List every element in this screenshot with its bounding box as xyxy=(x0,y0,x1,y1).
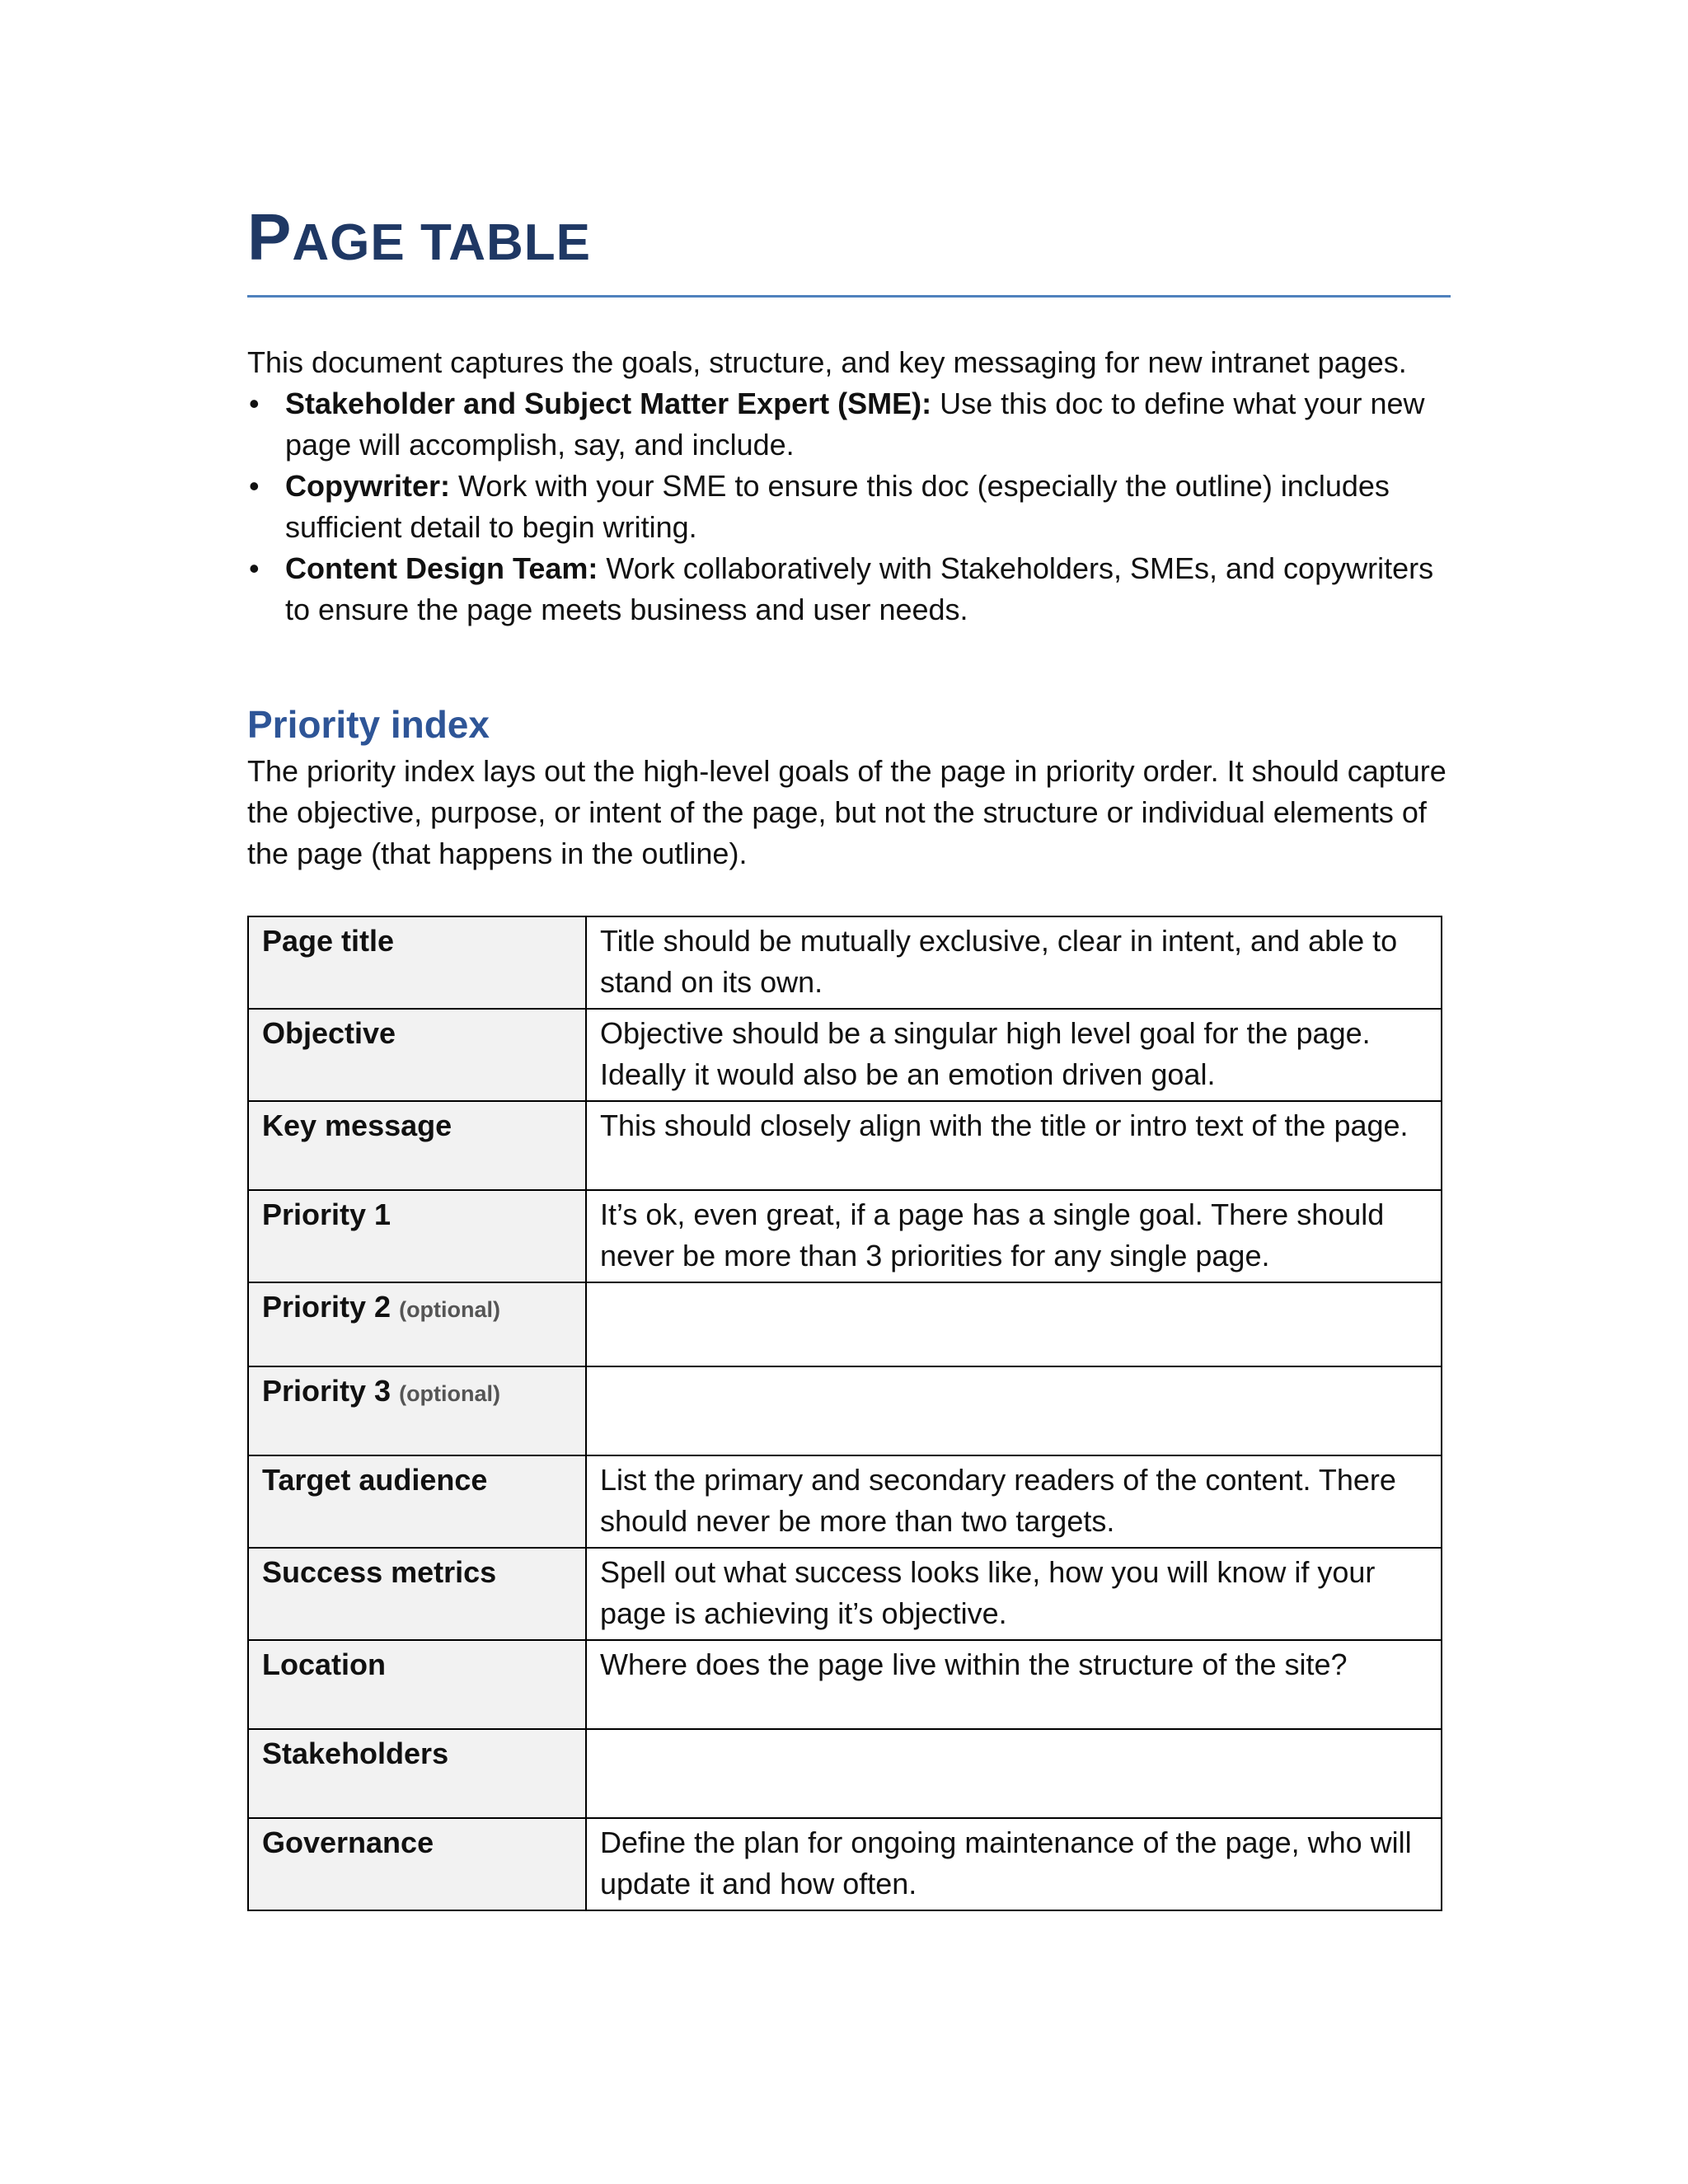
bullet-term: Copywriter: xyxy=(285,469,451,503)
row-label-cell xyxy=(248,1009,586,1101)
priority-index-heading: Priority index xyxy=(247,703,490,746)
bullet-item-content-design xyxy=(247,548,1451,630)
row-value-cell xyxy=(586,1366,1442,1455)
row-value: Title should be mutually exclusive, clear in intent, and able to stand on its own. xyxy=(600,924,1398,999)
priority-index-description: The priority index lays out the high-level goals of the page in priority order. It should capture the objective, purpose, or intent of the page, but not the structure or individual elements of the page (that happens in the outline). xyxy=(247,754,1447,870)
bullet-icon: • xyxy=(249,551,260,585)
row-value: Objective should be a singular high level goal for the page. Ideally it would also be an emotion driven goal. xyxy=(600,1016,1371,1091)
optional-note: (optional) xyxy=(399,1297,501,1322)
document-page xyxy=(247,200,1451,1911)
row-label-cell xyxy=(248,1729,586,1818)
row-label-cell xyxy=(248,1818,586,1910)
bullet-term: Stakeholder and Subject Matter Expert (SME): xyxy=(285,387,932,420)
optional-note: (optional) xyxy=(399,1381,501,1406)
row-label: Key message xyxy=(262,1108,452,1142)
row-value-cell xyxy=(586,1101,1442,1190)
row-value: List the primary and secondary readers of the content. There should never be more than two targets. xyxy=(600,1463,1396,1538)
row-value: This should closely align with the title or intro text of the page. xyxy=(600,1108,1409,1142)
row-value-cell xyxy=(586,1640,1442,1729)
row-value-cell xyxy=(586,1282,1442,1366)
row-label: Priority 2 xyxy=(262,1290,392,1324)
row-label-cell xyxy=(248,1455,586,1548)
table-row xyxy=(248,1818,1442,1910)
table-row xyxy=(248,1101,1442,1190)
row-value-cell xyxy=(586,1729,1442,1818)
page-title xyxy=(247,200,1451,274)
page-title-initial: P xyxy=(247,200,293,274)
row-value-cell xyxy=(586,916,1442,1009)
row-label-cell xyxy=(248,916,586,1009)
bullet-item-copywriter xyxy=(247,466,1451,548)
table-row xyxy=(248,916,1442,1009)
title-underline xyxy=(247,295,1451,298)
row-value: Define the plan for ongoing maintenance of the page, who will update it and how often. xyxy=(600,1825,1412,1900)
row-value-cell xyxy=(586,1009,1442,1101)
row-label: Page title xyxy=(262,924,395,958)
row-value-cell xyxy=(586,1190,1442,1282)
table-row xyxy=(248,1366,1442,1455)
bullet-icon: • xyxy=(249,469,260,503)
bullet-text: Work collaboratively with Stakeholders, SMEs, and copywriters to ensure the page meets business and user needs. xyxy=(285,551,1434,626)
bullet-icon: • xyxy=(249,387,260,420)
row-value: Spell out what success looks like, how you will know if your page is achieving it’s objective. xyxy=(600,1555,1376,1630)
row-label: Success metrics xyxy=(262,1555,497,1589)
row-label-cell xyxy=(248,1366,586,1455)
table-row xyxy=(248,1729,1442,1818)
row-label: Location xyxy=(262,1647,386,1681)
row-label: Priority 3 xyxy=(262,1374,392,1408)
role-bullet-list xyxy=(247,383,1451,630)
bullet-text: Work with your SME to ensure this doc (especially the outline) includes sufficient detail to begin writing. xyxy=(285,469,1390,544)
bullet-text: Use this doc to define what your new page will accomplish, say, and include. xyxy=(285,387,1425,462)
row-label: Target audience xyxy=(262,1463,488,1497)
table-row xyxy=(248,1190,1442,1282)
row-label-cell xyxy=(248,1548,586,1640)
priority-table xyxy=(247,916,1442,1911)
table-row xyxy=(248,1282,1442,1366)
table-row xyxy=(248,1548,1442,1640)
row-label-cell xyxy=(248,1640,586,1729)
row-value-cell xyxy=(586,1818,1442,1910)
row-label: Stakeholders xyxy=(262,1736,449,1770)
page-title-rest: AGE TABLE xyxy=(292,214,591,271)
row-label: Objective xyxy=(262,1016,396,1050)
intro-paragraph: This document captures the goals, structure, and key messaging for new intranet pages. xyxy=(247,345,1407,379)
row-label: Governance xyxy=(262,1825,434,1859)
row-label-cell xyxy=(248,1101,586,1190)
row-value-cell xyxy=(586,1455,1442,1548)
bullet-term: Content Design Team: xyxy=(285,551,598,585)
table-row xyxy=(248,1009,1442,1101)
table-row xyxy=(248,1455,1442,1548)
row-label-cell xyxy=(248,1190,586,1282)
row-label-cell xyxy=(248,1282,586,1366)
row-value-cell xyxy=(586,1548,1442,1640)
row-label: Priority 1 xyxy=(262,1197,392,1231)
row-value: Where does the page live within the structure of the site? xyxy=(600,1647,1348,1681)
row-value: It’s ok, even great, if a page has a single goal. There should never be more than 3 priorities for any single page. xyxy=(600,1197,1385,1272)
table-row xyxy=(248,1640,1442,1729)
bullet-item-stakeholder xyxy=(247,383,1451,466)
